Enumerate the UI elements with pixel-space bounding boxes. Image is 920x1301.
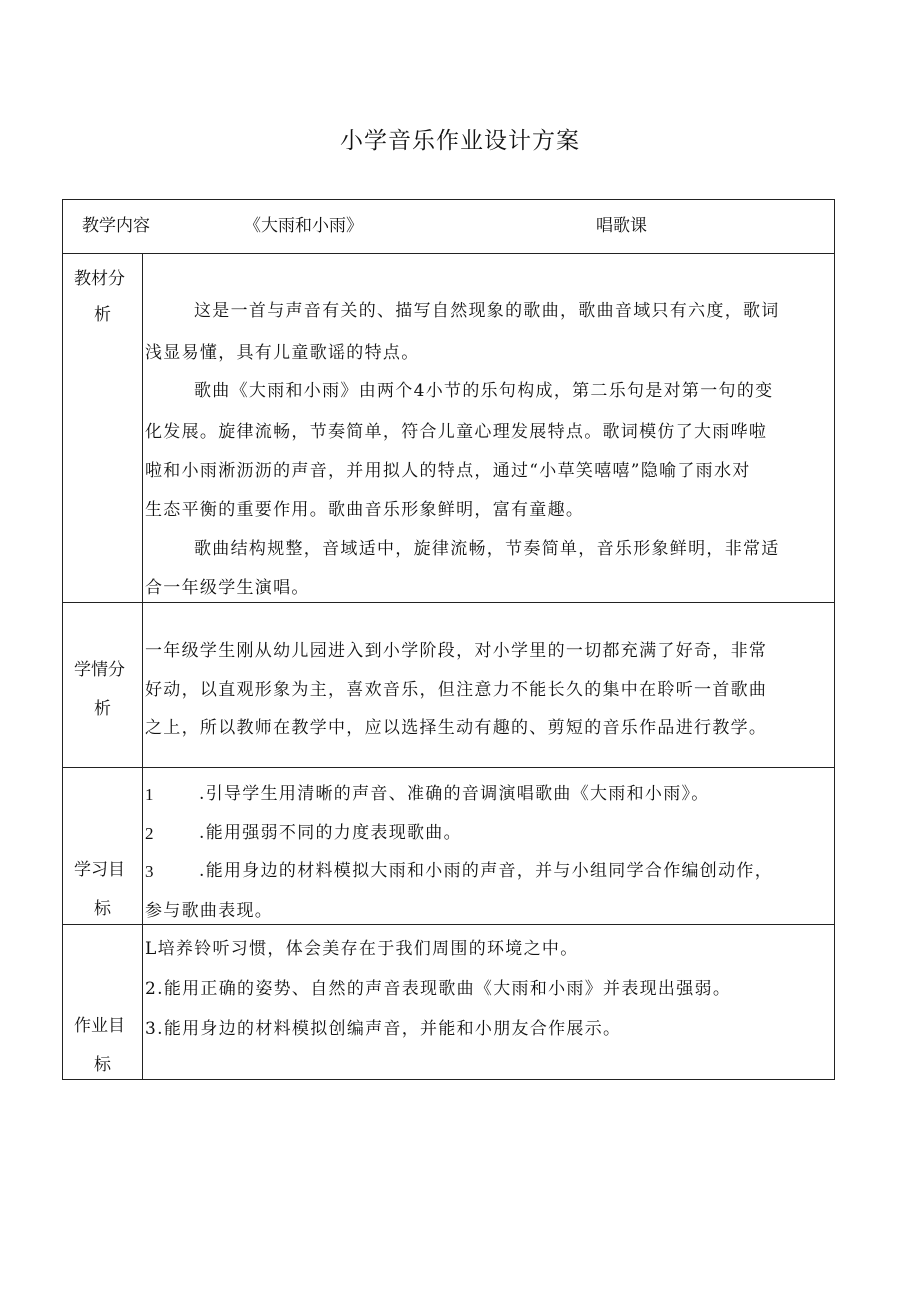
learning-goal-text: .引导学生用清晰的声音、准确的音调演唱歌曲《大雨和小雨》。 <box>199 784 710 804</box>
material-line: 合一年级学生演唱。 <box>145 578 310 598</box>
material-line: 化发展。旋律流畅，节奏简单，符合儿童心理发展特点。歌词模仿了大雨哗啦 <box>145 422 768 442</box>
learning-goal-continuation: 参与歌曲表现。 <box>145 901 274 921</box>
header-course-type: 唱歌课 <box>596 216 647 236</box>
learning-goal-number: 1 <box>145 785 154 804</box>
material-line: 生态平衡的重要作用。歌曲音乐形象鲜明，富有童趣。 <box>145 500 585 520</box>
row-divider <box>62 253 835 254</box>
header-label: 教学内容 <box>82 216 150 236</box>
homework-goal-line: 3.能用身边的材料模拟创编声音，并能和小朋友合作展示。 <box>145 1019 622 1039</box>
learning-goal-number: 2 <box>145 824 154 843</box>
material-line: 这是一首与声音有关的、描写自然现象的歌曲，歌曲音域只有六度，歌词 <box>194 301 780 321</box>
material-line: 浅显易懂，具有儿童歌谣的特点。 <box>145 343 420 363</box>
homework-goal-line: 2.能用正确的姿势、自然的声音表现歌曲《大雨和小雨》并表现出强弱。 <box>145 979 732 999</box>
students-line: 之上，所以教师在教学中，应以选择生动有趣的、剪短的音乐作品进行教学。 <box>145 718 768 738</box>
learning-goals-label-line1: 学习目 <box>74 860 125 880</box>
homework-goal-line: L培养铃听习惯，体会美存在于我们周围的环境之中。 <box>145 939 579 959</box>
students-line: 一年级学生刚从幼儿园进入到小学阶段，对小学里的一切都充满了好奇，非常 <box>145 641 768 661</box>
material-line: 歌曲结构规整，音域适中，旋律流畅，节奏简单，音乐形象鲜明，非常适 <box>194 539 780 559</box>
material-label-line1: 教材分 <box>74 269 125 289</box>
material-label-line2: 析 <box>94 305 111 325</box>
learning-goals-label-line2: 标 <box>94 899 111 919</box>
learning-goal-text: .能用身边的材料模拟大雨和小雨的声音，并与小组同学合作编创动作， <box>199 861 774 881</box>
homework-goals-label-line1: 作业目 <box>74 1016 125 1036</box>
header-song: 《大雨和小雨》 <box>244 216 363 236</box>
students-label-line2: 析 <box>94 699 111 719</box>
students-line: 好动，以直观形象为主，喜欢音乐，但注意力不能长久的集中在聆听一首歌曲 <box>145 680 768 700</box>
material-line: 啦和小雨淅沥沥的声音，并用拟人的特点，通过“小草笑嘻嘻”隐喻了雨水对 <box>145 461 751 481</box>
students-label-line1: 学情分 <box>74 660 125 680</box>
material-line: 歌曲《大雨和小雨》由两个4小节的乐句构成，第二乐句是对第一句的变 <box>194 381 774 401</box>
column-divider <box>142 253 143 1080</box>
learning-goal-number: 3 <box>145 862 154 881</box>
row-divider <box>62 602 835 603</box>
learning-goal-text: .能用强弱不同的力度表现歌曲。 <box>199 823 462 843</box>
page-title: 小学音乐作业设计方案 <box>340 128 580 154</box>
row-divider <box>62 767 835 768</box>
homework-goals-label-line2: 标 <box>94 1055 111 1075</box>
row-divider <box>62 924 835 925</box>
